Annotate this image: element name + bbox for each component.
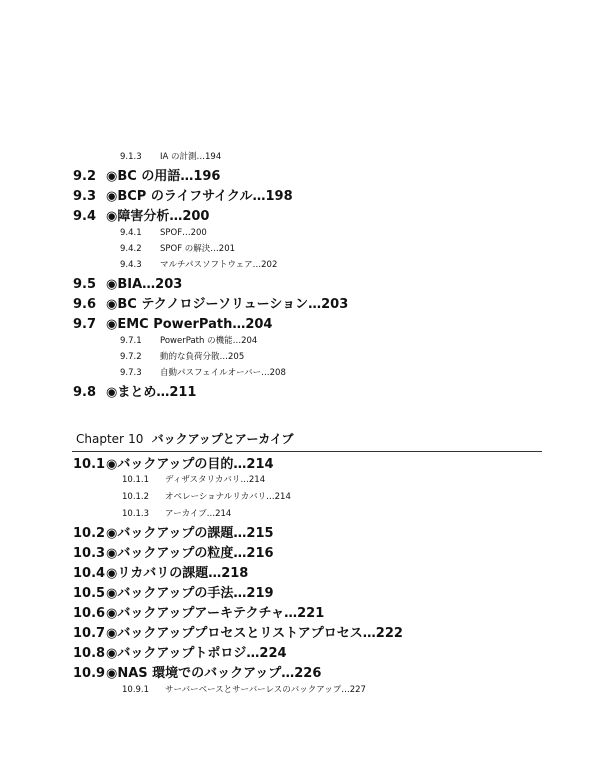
entry-number: 9.4.3 xyxy=(120,260,142,270)
entry-number: 9.3 xyxy=(73,189,97,204)
entry-number: 9.7.2 xyxy=(120,352,142,362)
entry-number: 9.8 xyxy=(73,385,97,400)
entry-title: ◉BC の用語…196 xyxy=(106,169,221,184)
entry-title: アーカイブ…214 xyxy=(165,509,232,519)
entry-number: 9.7.3 xyxy=(120,368,142,378)
entry-number: 10.1 xyxy=(73,457,106,472)
entry-title: ◉EMC PowerPath…204 xyxy=(106,317,273,332)
entry-number: 9.4 xyxy=(73,209,97,224)
entry-number: 10.9 xyxy=(73,666,106,681)
entry-number: 10.7 xyxy=(73,626,106,641)
entry-title: ◉バックアップアーキテクチャ…221 xyxy=(106,606,325,621)
entry-title: ◉BIA…203 xyxy=(106,277,183,292)
entry-number: 10.9.1 xyxy=(122,685,150,695)
entry-title: PowerPath の機能…204 xyxy=(160,336,258,346)
entry-number: 10.1.2 xyxy=(122,492,150,502)
entry-number: 10.2 xyxy=(73,526,106,541)
entry-number: 10.4 xyxy=(73,566,106,581)
entry-title: ◉まとめ…211 xyxy=(106,385,197,400)
entry-number: 10.1.3 xyxy=(122,509,150,519)
entry-number: 10.1.1 xyxy=(122,475,150,485)
entry-number: 9.7 xyxy=(73,317,97,332)
entry-title: マルチパスソフトウェア…202 xyxy=(160,260,278,270)
entry-title: ◉BC テクノロジーソリューション…203 xyxy=(106,297,349,312)
entry-title: ◉バックアップの粒度…216 xyxy=(106,546,274,561)
chapter-divider xyxy=(72,451,542,452)
entry-title: サーバーベースとサーバーレスのバックアップ…227 xyxy=(165,685,366,695)
entry-title: ◉BCP のライフサイクル…198 xyxy=(106,189,293,204)
entry-title: ◉バックアップの目的…214 xyxy=(106,457,274,472)
entry-title: オペレーショナルリカバリ…214 xyxy=(165,492,291,502)
chapter-word: Chapter xyxy=(76,432,124,446)
entry-number: 9.4.1 xyxy=(120,228,142,238)
entry-number: 9.5 xyxy=(73,277,97,292)
entry-title: ◉バックアップの課題…215 xyxy=(106,526,274,541)
entry-title: ◉バックアップトポロジ…224 xyxy=(106,646,287,661)
entry-title: ディザスタリカバリ…214 xyxy=(165,475,266,485)
entry-title: 動的な負荷分散…205 xyxy=(160,352,245,362)
entry-title: 自動パスフェイルオーバー…208 xyxy=(160,368,286,378)
entry-title: SPOF…200 xyxy=(160,228,207,238)
entry-number: 9.1.3 xyxy=(120,152,142,162)
entry-number: 10.5 xyxy=(73,586,106,601)
chapter-heading xyxy=(76,433,293,445)
entry-number: 10.3 xyxy=(73,546,106,561)
entry-title: SPOF の解決…201 xyxy=(160,244,236,254)
chapter-number: 10 xyxy=(128,432,144,446)
entry-title: IA の計測…194 xyxy=(160,152,222,162)
entry-number: 9.4.2 xyxy=(120,244,142,254)
entry-number: 9.6 xyxy=(73,297,97,312)
entry-number: 9.7.1 xyxy=(120,336,142,346)
entry-number: 9.2 xyxy=(73,169,97,184)
entry-title: ◉リカバリの課題…218 xyxy=(106,566,249,581)
chapter-title: バックアップとアーカイブ xyxy=(151,432,294,446)
entry-title: ◉障害分析…200 xyxy=(106,209,210,224)
entry-title: ◉バックアッププロセスとリストアプロセス…222 xyxy=(106,626,403,641)
entry-number: 10.8 xyxy=(73,646,106,661)
entry-title: ◉NAS 環境でのバックアップ…226 xyxy=(106,666,322,681)
entry-number: 10.6 xyxy=(73,606,106,621)
entry-title: ◉バックアップの手法…219 xyxy=(106,586,274,601)
